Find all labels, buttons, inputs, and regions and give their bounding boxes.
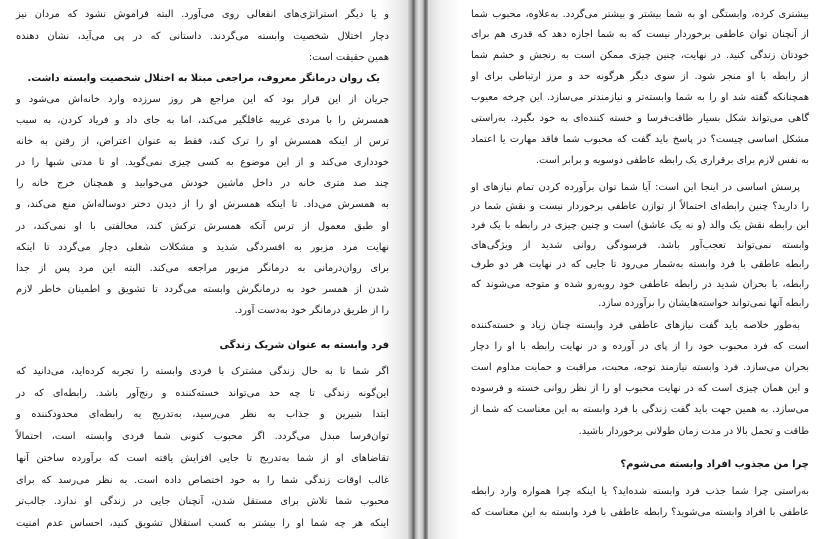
text-line: همین حقیقت است: <box>308 52 389 63</box>
text-line: همسرش را با مردی غریبه غافلگیر می‌کند، اما به جای داد و فریاد کردن، به سبب <box>16 115 389 127</box>
text-line: برای روان‌درمانی به درمانگر مزبور مراجعه می‌کند. البته این مرد پس از جدا <box>16 262 389 274</box>
text-line: از رابطه با او منجر شود. از سوی دیگر هرگونه حد و مرز ارتباطی برای او <box>471 71 809 83</box>
section-heading <box>16 335 389 357</box>
text-line: عاطفی با افراد وابسته می‌شوید؟ رابطه عاطفی با فرد وابسته به این معناست که <box>471 506 809 518</box>
text-line: طاقت و تحمل بالا در مدت زمان طولانی برخوردار باشید. <box>578 425 809 437</box>
paragraph <box>16 89 389 321</box>
paragraph <box>471 481 809 523</box>
paragraph <box>16 361 389 535</box>
text-line: به نفس لازم برای برقراری یک رابطه عاطفی دوسویه و برابر است. <box>535 154 809 166</box>
text-line: یک روان درمانگر معروف، مراجعی مبتلا به اختلال شخصیت وابسته داشت. <box>27 73 380 84</box>
text-line: است که فرد محبوب خود را از پای در آورده و در نهایت رابطه با او را دچار <box>471 340 809 352</box>
text-line: همچنانکه گفته شد او را به شما وابسته‌تر و نیازمندتر می‌سازد. این چرخه معیوب <box>471 92 809 104</box>
text-line: را از طریق درمانگر خود به‌دست آورد. <box>234 304 389 316</box>
text-line: شدن از همسر خود به درمانگرش وابسته می‌گردد تا تشویق و اطمینان خاطر لازم <box>16 283 389 295</box>
paragraph <box>16 4 389 69</box>
text-line: بیشتری کرده، وابستگی او به شما بیشتر و بیشتر می‌گردد. به‌علاوه، محبوب شما <box>471 8 809 20</box>
text-line: اگر شما تا به حال زندگی مشترک با فردی وابسته را تجربه کرده‌اید، می‌دانید که <box>16 366 389 377</box>
text-line: دچار اختلال شخصیت وابسته می‌گردند. داستانی که در پی می‌آید، نشان دهنده <box>16 30 389 42</box>
text-line: این‌گونه زندگی تا چه حد می‌تواند خسته‌کننده و رنج‌آور باشد. رابطه‌ای که در <box>16 387 389 399</box>
section-heading <box>471 454 809 476</box>
text-line: می‌سازد. به همین جهت باید گفت زندگی با فرد وابسته به این معناست که شما از <box>471 404 809 416</box>
text-line: رابطه، با بحران شدید در رابطه عاطفی خود روبه‌رو شده و متوجه می‌شوند که <box>471 278 809 290</box>
text-line: پرسش اساسی در اینجا این است: آیا شما توان برآورده کردن تمام نیازهای او <box>471 181 800 193</box>
text-line: جریان از این قرار بود که این مراجع هر روز سرزده وارد خانه‌اش می‌شود و <box>16 94 389 105</box>
paragraph <box>471 5 809 172</box>
text-line: ابتدا شیرین و جذاب به نظر می‌رسید، به‌تدریج به رابطه‌ای محدودکننده و <box>16 409 389 421</box>
text-line: رابطه عاطفی با فرد وابسته به‌شمار می‌رود تا جایی که در نهایت هر دو طرف <box>471 259 809 271</box>
text-line: وابسته نمی‌تواند تعجب‌آور باشد. فرسودگی روانی شدید از ویژگی‌های <box>471 239 809 251</box>
text-line: رابطه آنها نمی‌تواند خواسته‌هایشان را برآورده سازد. <box>598 297 809 309</box>
text-line: تقاضاهای او از شما به‌تدریج تا جایی افزایش یافته است که برآورده ساختن آنها <box>16 452 389 464</box>
text-line: ترس از اینکه همسرش او را ترک کند، فقط به عنوان اعتراض، از رفتن به خانه <box>16 136 389 148</box>
text-line: و این همان چیزی است که در نهایت محبوب او را از نظر روانی خسته و فرسوده <box>471 383 809 395</box>
text-line: مشکل اساسی چیست؟ در پاسخ باید گفت که محبوب شما فاقد مهارت یا اعتماد <box>471 133 809 145</box>
text-line: و یا دیگر استراتژی‌های انفعالی روی می‌آورد. البته فراموش نشود که مردان نیز <box>16 9 389 20</box>
text-line: اینکه هر چه شما او را بیشتر به کسب استقلال تشویق کنید، احساس عدم امنیت <box>16 517 389 529</box>
section-heading-text: چرا من مجذوب افراد وابسته می‌شوم؟ <box>620 459 809 470</box>
text-line: به‌راستی چرا شما جذب فرد وابسته شده‌اید؟ یا اینکه چرا همواره وارد رابطه <box>471 485 809 497</box>
paragraph <box>471 178 809 314</box>
text-line: غالب اوقات زندگی شما را به خود اختصاص داده است. به نظر می‌رسد که برای <box>16 474 389 486</box>
left-page <box>0 0 408 539</box>
right-page <box>428 0 837 539</box>
text-line: به همسرش می‌داد. تا اینکه همسرش او را از دیدن دختر دوساله‌اش منع می‌کند، و <box>16 199 389 211</box>
paragraph <box>16 68 389 89</box>
paragraph <box>471 315 809 442</box>
text-line: توان‌فرسا مبدل می‌گردد. اگر محبوب کنونی شما فردی وابسته است، احتمالاً <box>16 431 389 443</box>
text-line: نهایت مرد مزبور به افسردگی شدید و مشکلات شغلی دچار می‌گردد تا اینکه <box>16 241 389 253</box>
text-line: محبوب شما تلاش برای مستقل شدن، آنچنان جایی در زندگی او ندارد. جالب‌تر <box>16 496 389 508</box>
text-line: بحران می‌سازد. فرد وابسته نیازمند توجه، محبت، مراقبت و حمایت مداوم است <box>471 361 809 373</box>
text-line: گاهی می‌تواند شکل بسیار طاقت‌فرسا و خسته کننده‌ای به خود بگیرد. به‌راستی <box>471 113 809 125</box>
text-line: از آنچنان توان عاطفی برخوردار نیست که به شما اجازه دهد که قدری هم برای <box>471 29 809 41</box>
text-line: او طبق معمول از ترس آنکه همسرش ترکش کند، مخالفتی با او نمی‌کند، در <box>16 220 389 232</box>
text-line: خودتان زندگی کنید. در نهایت، چنین چیزی ممکن است به رنجش و خشم شما <box>471 50 809 62</box>
text-line: چند صد متری خانه در داخل ماشین خودش می‌خوابید و همچنان خرج خانه را <box>16 178 389 190</box>
text-line: خودداری می‌کند و از این موضوع به کسی چیزی نمی‌گوید. او تا مدتی شبها را در <box>16 157 389 169</box>
text-line: را دارید؟ چنین رابطه‌ای احتمالاً از توازن عاطفی برخوردار نیست و نقش شما در <box>471 200 809 212</box>
section-heading-text: فرد وابسته به عنوان شریک زندگی <box>219 340 389 351</box>
text-line: این رابطه نقش یک والد (و نه یک عاشق) است و چنین چیزی در رابطه با یک فرد <box>471 220 809 232</box>
book-spine <box>408 0 428 539</box>
text-line: به‌طور خلاصه باید گفت نیازهای عاطفی فرد وابسته چنان زیاد و خسته‌کننده <box>471 319 800 331</box>
